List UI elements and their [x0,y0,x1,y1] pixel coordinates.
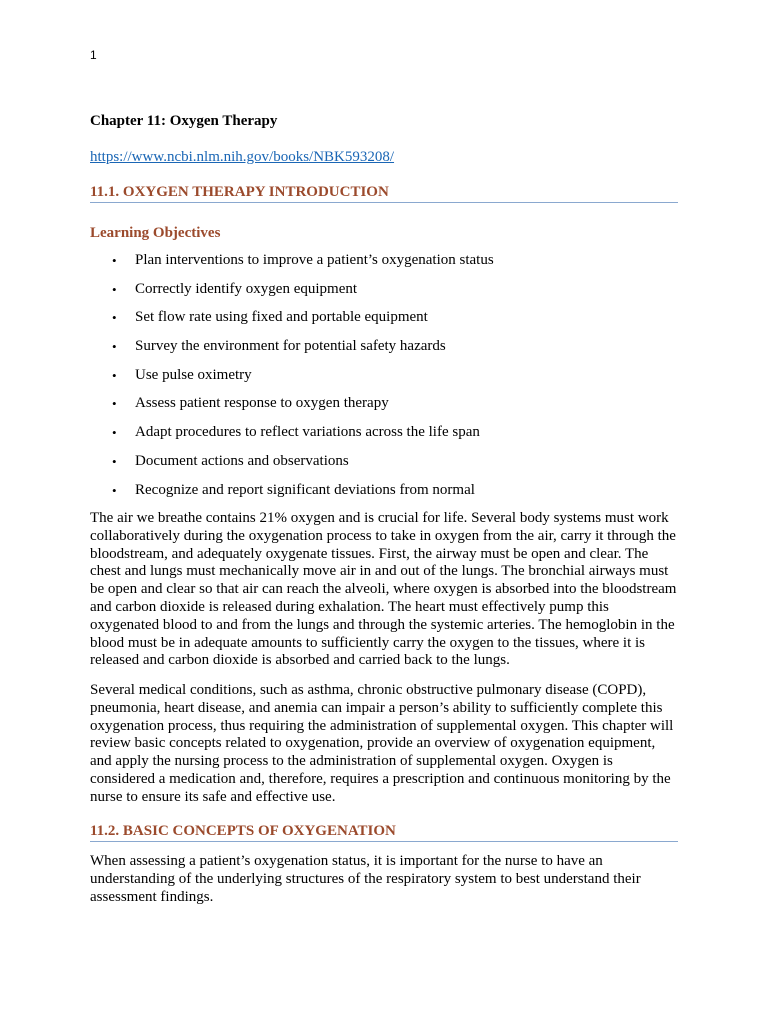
list-item [90,308,678,337]
bullet-icon: • [112,367,117,383]
intro-paragraph-2: Several medical conditions, such as asthma, chronic obstructive pulmonary disease (COPD), pneumonia, heart disease, and anemia can impair a person’s ability to sufficiently complete this oxygenation process, thus requiring the administration of supplemental oxygen. This chapter will review basic concepts related to oxygenation, provide an overview of oxygenation equipment, and apply the nursing process to the administration of supplemental oxygen. Oxygen is considered a medication and, therefore, requires a prescription and continuous monitoring by the nurse to ensure its safe and effective use. [90,682,674,805]
list-item [90,366,678,395]
learning-objectives-heading: Learning Objectives [90,225,221,241]
section-heading-basic-concepts [90,822,678,842]
bullet-icon: • [112,281,117,297]
learning-objectives-list [90,251,678,509]
list-item-text: Set flow rate using fixed and portable equipment [135,309,428,326]
list-item-text: Adapt procedures to reflect variations across the life span [135,424,480,441]
bullet-icon: • [112,425,117,441]
list-item [90,337,678,366]
bullet-icon: • [112,396,117,412]
source-link[interactable]: https://www.ncbi.nlm.nih.gov/books/NBK593208/ [90,149,395,165]
intro-paragraph-1: The air we breathe contains 21% oxygen and is crucial for life. Several body systems must work collaboratively during the oxygenation process to take in oxygen from the air, carry it through the bloodstream, and adequately oxygenate tissues. First, the airway must be open and clear. The chest and lungs must mechanically move air in and out of the lungs. The bronchial airways must be open and clear so that air can reach the alveoli, where oxygen is absorbed into the bloodstream and carbon dioxide is released during exhalation. The heart must effectively pump this oxygenated blood to and from the lungs and through the systemic arteries. The hemoglobin in the blood must be in adequate amounts to sufficiently carry the oxygen to the tissues, where it is released and carbon dioxide is absorbed and carried back to the lungs. [90,510,677,669]
bullet-icon: • [112,253,117,268]
list-item [90,251,678,280]
basic-concepts-paragraph: When assessing a patient’s oxygenation status, it is important for the nurse to have an understanding of the underlying structures of the respiratory system to best understand their assessment findings. [90,853,641,905]
list-item-text: Recognize and report significant deviations from normal [135,481,475,498]
list-item-text: Correctly identify oxygen equipment [135,280,358,297]
list-item-text: Survey the environment for potential safety hazards [135,338,446,355]
bullet-icon: • [112,453,117,469]
list-item-text: Document actions and observations [135,452,349,469]
bullet-icon: • [112,339,117,355]
list-item-text: Use pulse oximetry [135,366,252,383]
bullet-icon: • [112,482,117,498]
list-item [90,394,678,423]
list-item-text: Assess patient response to oxygen therapy [135,395,389,412]
section-heading-basic-concepts-text: 11.2. BASIC CONCEPTS OF OXYGENATION [90,823,396,839]
list-item [90,452,678,481]
section-heading-intro-text: 11.1. OXYGEN THERAPY INTRODUCTION [90,184,389,200]
list-item-text: Plan interventions to improve a patient’s oxygenation status [135,252,494,268]
bullet-icon: • [112,310,117,326]
list-item [90,481,678,510]
section-heading-intro [90,183,678,203]
page-number: 1 [90,48,97,62]
chapter-title: Chapter 11: Oxygen Therapy [90,113,278,129]
list-item [90,280,678,309]
list-item [90,423,678,452]
